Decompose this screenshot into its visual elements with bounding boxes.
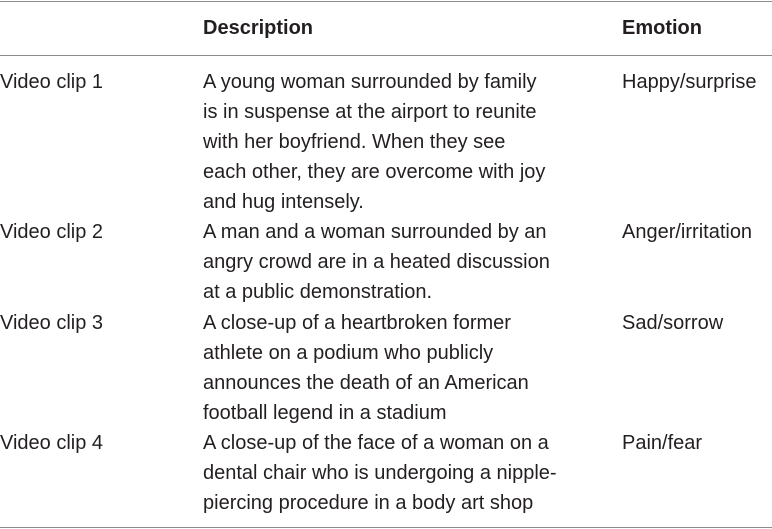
header-rule xyxy=(0,55,772,56)
row-4-emotion: Pain/fear xyxy=(622,432,703,454)
row-2-description xyxy=(203,217,550,307)
row-1-description-line: and hug intensely. xyxy=(203,191,364,213)
row-4-description-line: A close-up of the face of a woman on a xyxy=(203,432,549,454)
row-2-description-line: angry crowd are in a heated discussion xyxy=(203,251,550,273)
row-1-description-line: is in suspense at the airport to reunite xyxy=(203,101,537,123)
row-2-emotion: Anger/irritation xyxy=(622,221,753,243)
row-2-description-line: A man and a woman surrounded by an xyxy=(203,221,547,243)
row-3-description-line: athlete on a podium who publicly xyxy=(203,342,494,364)
row-1-description-line: A young woman surrounded by family xyxy=(203,71,537,93)
row-3-description-line: football legend in a stadium xyxy=(203,402,447,424)
row-1-description xyxy=(203,67,545,217)
row-3-description xyxy=(203,308,529,428)
row-1-emotion: Happy/surprise xyxy=(622,71,757,93)
row-4-description-line: piercing procedure in a body art shop xyxy=(203,492,534,514)
row-3-emotion: Sad/sorrow xyxy=(622,312,724,334)
table-top-rule xyxy=(0,1,772,2)
row-1-description-line: with her boyfriend. When they see xyxy=(203,131,506,153)
row-3-description-line: A close-up of a heartbroken former xyxy=(203,312,511,334)
row-4-description xyxy=(203,428,557,518)
table-bottom-rule xyxy=(0,527,772,528)
row-1-clip: Video clip 1 xyxy=(0,71,104,93)
row-2-description-line: at a public demonstration. xyxy=(203,281,433,303)
row-2-clip: Video clip 2 xyxy=(0,221,104,243)
row-3-clip: Video clip 3 xyxy=(0,312,104,334)
row-4-clip: Video clip 4 xyxy=(0,432,104,454)
row-3-description-line: announces the death of an American xyxy=(203,372,529,394)
row-1-description-line: each other, they are overcome with joy xyxy=(203,161,546,183)
header-emotion: Emotion xyxy=(622,17,702,39)
row-4-description-line: dental chair who is undergoing a nipple- xyxy=(203,462,557,484)
header-description: Description xyxy=(203,17,314,39)
